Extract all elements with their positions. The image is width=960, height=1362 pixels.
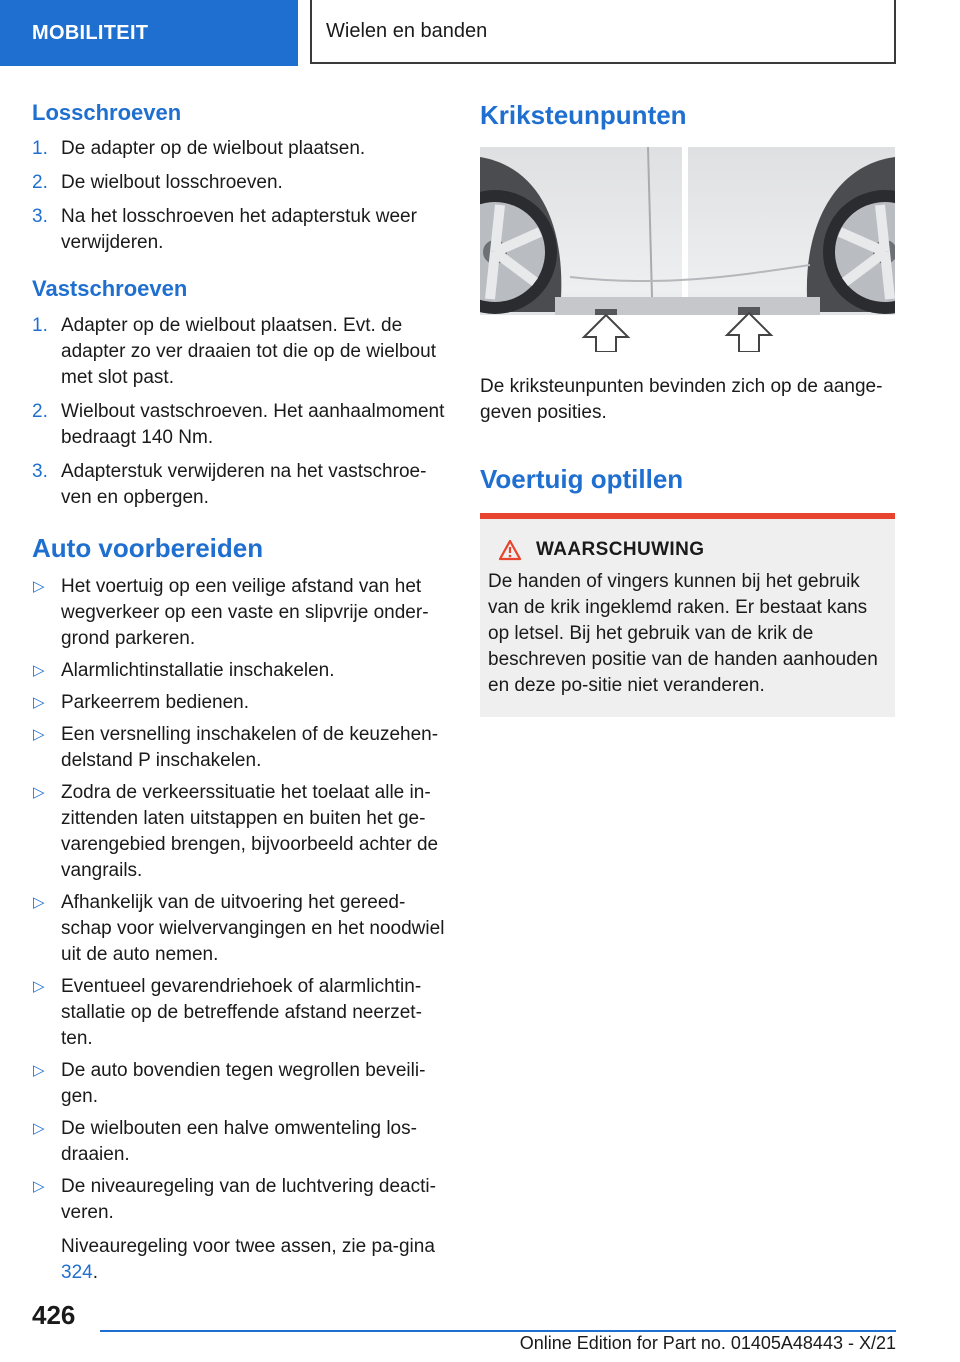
step-number: 3. xyxy=(32,206,48,228)
heading-voertuig-optillen: Voertuig optillen xyxy=(480,464,684,495)
triangle-bullet-icon: ▷ xyxy=(33,725,45,743)
list-item-text: Een versnelling inschakelen of de keuzehen-delstand P inschakelen. xyxy=(61,723,439,771)
steps-losschroeven xyxy=(32,136,448,256)
list-item-text: De niveauregeling van de luchtvering deacti-veren. xyxy=(61,1175,436,1223)
caption-kriksteunpunten: De kriksteunpunten bevinden zich op de aange-geven posities. xyxy=(480,376,883,424)
step-number: 2. xyxy=(32,172,48,194)
note-niveauregeling xyxy=(32,1234,448,1286)
list-item-text: Parkeerrem bedienen. xyxy=(61,691,249,713)
warning-box xyxy=(480,513,895,717)
list-voorbereiden xyxy=(32,574,448,1226)
warning-triangle-icon xyxy=(498,539,522,561)
left-column xyxy=(32,100,448,1286)
list-item xyxy=(32,690,448,716)
triangle-bullet-icon: ▷ xyxy=(33,1061,45,1079)
list-item-text: Afhankelijk van de uitvoering het gereed-schap voor wielvervangingen en het noodwiel uit de auto nemen. xyxy=(61,891,445,965)
list-item xyxy=(32,658,448,684)
warning-text: De handen of vingers kunnen bij het gebruik van de krik ingeklemd raken. Er bestaat kans op letsel. Bij het gebruik van de krik de beschreven positie van de handen aanhouden en deze po-sitie niet veranderen. xyxy=(488,571,878,697)
triangle-bullet-icon: ▷ xyxy=(33,977,45,995)
warning-header xyxy=(488,539,887,561)
step-number: 3. xyxy=(32,460,48,482)
step-item xyxy=(32,459,448,511)
list-item-text: Het voertuig op een veilige afstand van het wegverkeer op een vaste en slipvrije onder-grond parkeren. xyxy=(61,575,429,649)
step-text: Na het losschroeven het adapterstuk weer verwijderen. xyxy=(61,206,417,254)
warning-title: WAARSCHUWING xyxy=(536,539,705,561)
triangle-bullet-icon: ▷ xyxy=(33,693,45,711)
step-number: 1. xyxy=(32,314,48,336)
step-text: De wielbout losschroeven. xyxy=(61,172,283,194)
footer-edition: Online Edition for Part no. 01405A48443 - X/21 xyxy=(519,1333,896,1353)
note-text: Niveauregeling voor twee assen, zie pa-gina xyxy=(61,1235,435,1257)
triangle-bullet-icon: ▷ xyxy=(33,577,45,595)
page-number: 426 xyxy=(32,1300,76,1330)
list-item xyxy=(32,1174,448,1226)
triangle-bullet-icon: ▷ xyxy=(33,893,45,911)
heading-vastschroeven: Vastschroeven xyxy=(32,276,188,302)
steps-vastschroeven xyxy=(32,313,448,511)
triangle-bullet-icon: ▷ xyxy=(33,1177,45,1195)
step-text: De adapter op de wielbout plaatsen. xyxy=(61,138,366,160)
list-item-text: Alarmlichtinstallatie inschakelen. xyxy=(61,659,335,681)
list-item xyxy=(32,890,448,968)
list-item xyxy=(32,574,448,652)
page-link[interactable]: 324 xyxy=(61,1261,93,1283)
step-number: 2. xyxy=(32,400,48,422)
step-text: Adapterstuk verwijderen na het vastschroe-ven en opbergen. xyxy=(61,460,427,508)
step-item xyxy=(32,313,448,391)
step-text: Wielbout vastschroeven. Het aanhaalmoment bedraagt 140 Nm. xyxy=(61,400,445,448)
heading-auto-voorbereiden: Auto voorbereiden xyxy=(32,532,264,563)
footer-divider xyxy=(100,1330,896,1332)
heading-kriksteunpunten: Kriksteunpunten xyxy=(480,100,687,130)
list-item xyxy=(32,1116,448,1168)
triangle-bullet-icon: ▷ xyxy=(33,1119,45,1137)
chapter-title: Wielen en banden xyxy=(310,0,896,64)
list-item xyxy=(32,974,448,1052)
heading-losschroeven: Losschroeven xyxy=(32,100,182,125)
list-item xyxy=(32,780,448,884)
right-column xyxy=(480,100,895,717)
note-end: . xyxy=(92,1261,98,1283)
list-item xyxy=(32,722,448,774)
list-item-text: Zodra de verkeerssituatie het toelaat alle in-zittenden laten uitstappen en buiten het ge-varengebied brengen, bijvoorbeeld achter de vangrails. xyxy=(61,781,439,881)
step-text: Adapter op de wielbout plaatsen. Evt. de adapter zo ver draaien tot die op de wielbout met slot past. xyxy=(61,314,436,388)
list-item-text: Eventueel gevarendriehoek of alarmlichtin-stallatie op de betreffende afstand neerzet-ten. xyxy=(61,975,422,1049)
step-item xyxy=(32,170,448,196)
list-item xyxy=(32,1058,448,1110)
triangle-bullet-icon: ▷ xyxy=(33,661,45,679)
section-tab: MOBILITEIT xyxy=(0,0,298,66)
step-item xyxy=(32,204,448,256)
step-item xyxy=(32,136,448,162)
list-item-text: De wielbouten een halve omwenteling los-draaien. xyxy=(61,1117,417,1165)
jack-points-illustration xyxy=(480,147,895,352)
step-number: 1. xyxy=(32,138,48,160)
list-item-text: De auto bovendien tegen wegrollen beveili-gen. xyxy=(61,1059,426,1107)
page-header xyxy=(0,0,960,66)
triangle-bullet-icon: ▷ xyxy=(33,783,45,801)
step-item xyxy=(32,399,448,451)
